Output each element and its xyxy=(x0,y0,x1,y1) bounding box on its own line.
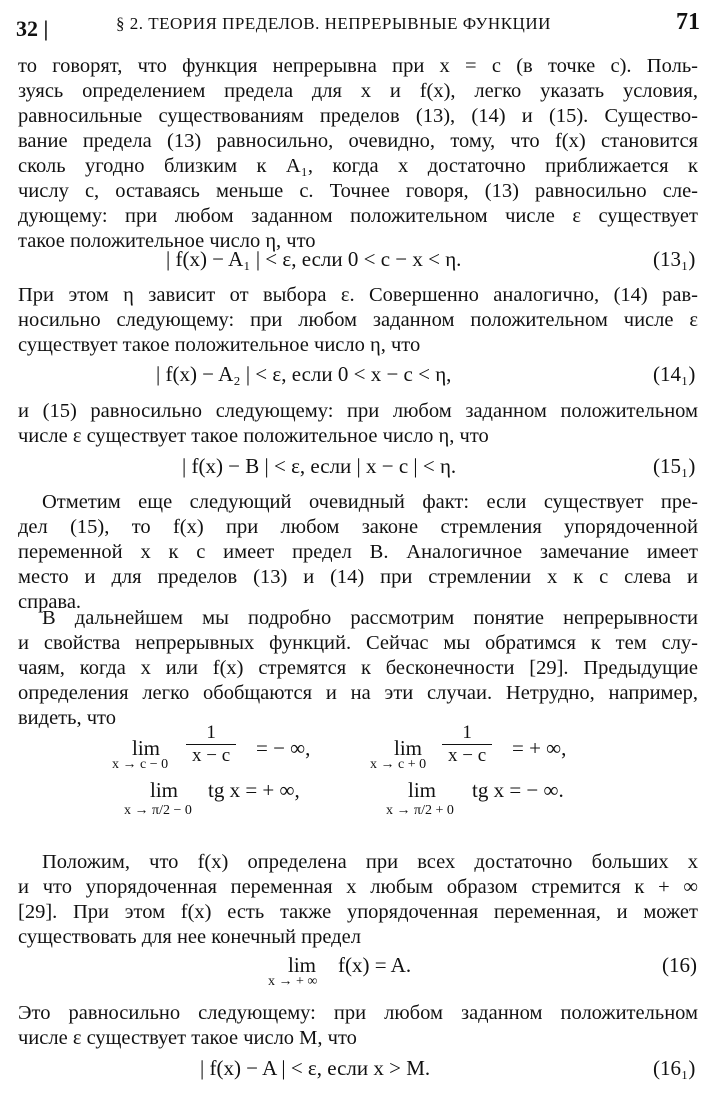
fraction-numerator: 1 xyxy=(442,722,492,745)
limit-label: lim xyxy=(150,778,179,802)
limit-label: lim xyxy=(408,778,437,802)
text-line: зуясь определением предела для x и f(x), легко указать условия, xyxy=(18,80,698,102)
text-line: существует такое положительное число η, что xyxy=(18,334,421,356)
page-number-left: 32 | xyxy=(16,16,49,41)
limit-result: tg x = + ∞, xyxy=(208,778,300,802)
text-line: При этом η зависит от выбора ε. Совершенно аналогично, (14) рав- xyxy=(18,284,698,306)
equation-16-1: | f(x) − A | < ε, если x > M. xyxy=(200,1056,431,1080)
equation-number: (15₁) xyxy=(653,454,696,478)
fraction-numerator: 1 xyxy=(186,722,236,745)
text-line: определения легко обобщаются и на эти случаи. Нетрудно, например, xyxy=(18,682,698,704)
text-line: Это равносильно следующему: при любом заданном положительном xyxy=(18,1002,698,1024)
equation-14-1: | f(x) − A₂ | < ε, если 0 < x − c < η, xyxy=(156,362,452,386)
text-line: переменной x к c имеет предел B. Аналогичное замечание имеет xyxy=(18,541,698,563)
text-line: и что упорядоченная переменная x любым образом стремится к + ∞ xyxy=(18,876,698,898)
text-line: носильно следующему: при любом заданном положительном числе ε xyxy=(18,309,698,331)
text-line: справа. xyxy=(18,591,82,613)
text-line: Отметим еще следующий очевидный факт: если существует пре- xyxy=(42,491,698,513)
text-line: числу c, оставаясь меньше c. Точнее говоря, (13) равносильно сле- xyxy=(18,180,698,202)
equation-16: f(x) = A. xyxy=(338,953,412,977)
text-line: и (15) равносильно следующему: при любом заданном положительном xyxy=(18,400,698,422)
text-line: видеть, что xyxy=(18,707,116,729)
page-number: 71 xyxy=(676,9,700,35)
equation-15-1: | f(x) − B | < ε, если | x − c | < η. xyxy=(182,454,457,478)
text-line: дел (15), то f(x) при любом законе стремления упорядоченной xyxy=(18,516,698,538)
text-line: и свойства непрерывных функций. Сейчас мы обратимся к тем слу- xyxy=(18,632,698,654)
fraction xyxy=(186,722,236,767)
text-line: место и для пределов (13) и (14) при стремлении x к c слева и xyxy=(18,566,698,588)
text-line: числе ε существует такое число M, что xyxy=(18,1027,357,1049)
text-line: дующему: при любом заданном положительном числе ε существует xyxy=(18,205,698,227)
limit-label: lim xyxy=(394,736,423,760)
limit-subscript: x → c + 0 xyxy=(370,757,427,772)
text-line: то говорят, что функция непрерывна при x = c (в точке c). Поль- xyxy=(18,55,698,77)
limit-label: lim xyxy=(288,953,317,977)
limit-result: = − ∞, xyxy=(256,736,311,760)
equation-13-1: | f(x) − A₁ | < ε, если 0 < c − x < η. xyxy=(166,247,462,271)
text-line: [29]. При этом f(x) есть также упорядоченная переменная, и может xyxy=(18,901,698,923)
limit-result: = + ∞, xyxy=(512,736,567,760)
limit-result: tg x = − ∞. xyxy=(472,778,564,802)
text-line: чаям, когда x или f(x) стремятся к бесконечности [29]. Предыдущие xyxy=(18,657,698,679)
equation-number: (16) xyxy=(662,953,697,977)
limit-subscript: x → π/2 − 0 xyxy=(124,803,192,818)
text-line: такое положительное число η, что xyxy=(18,230,316,252)
limit-subscript: x → c − 0 xyxy=(112,757,169,772)
fraction-denominator: x − c xyxy=(192,745,231,766)
text-line: числе ε существует такое положительное число η, что xyxy=(18,425,489,447)
text-line: В дальнейшем мы подробно рассмотрим понятие непрерывности xyxy=(42,607,698,629)
text-line: равносильные существованиям пределов (13), (14) и (15). Существо- xyxy=(18,105,698,127)
limit-subscript: x → + ∞ xyxy=(268,974,318,989)
fraction-denominator: x − c xyxy=(448,745,487,766)
text-line: Положим, что f(x) определена при всех достаточно больших x xyxy=(42,851,698,873)
equation-number: (16₁) xyxy=(653,1056,696,1080)
equation-number: (13₁) xyxy=(653,247,696,271)
text-line: сколь угодно близким к A₁, когда x достаточно приближается к xyxy=(18,155,698,177)
equation-number: (14₁) xyxy=(653,362,696,386)
text-line: вание предела (13) равносильно, очевидно, тому, что f(x) становится xyxy=(18,130,698,152)
text-line: существовать для нее конечный предел xyxy=(18,926,361,948)
limit-label: lim xyxy=(132,736,161,760)
limit-subscript: x → π/2 + 0 xyxy=(386,803,454,818)
fraction xyxy=(442,722,492,767)
running-header: § 2. ТЕОРИЯ ПРЕДЕЛОВ. НЕПРЕРЫВНЫЕ ФУНКЦИИ xyxy=(116,14,551,33)
